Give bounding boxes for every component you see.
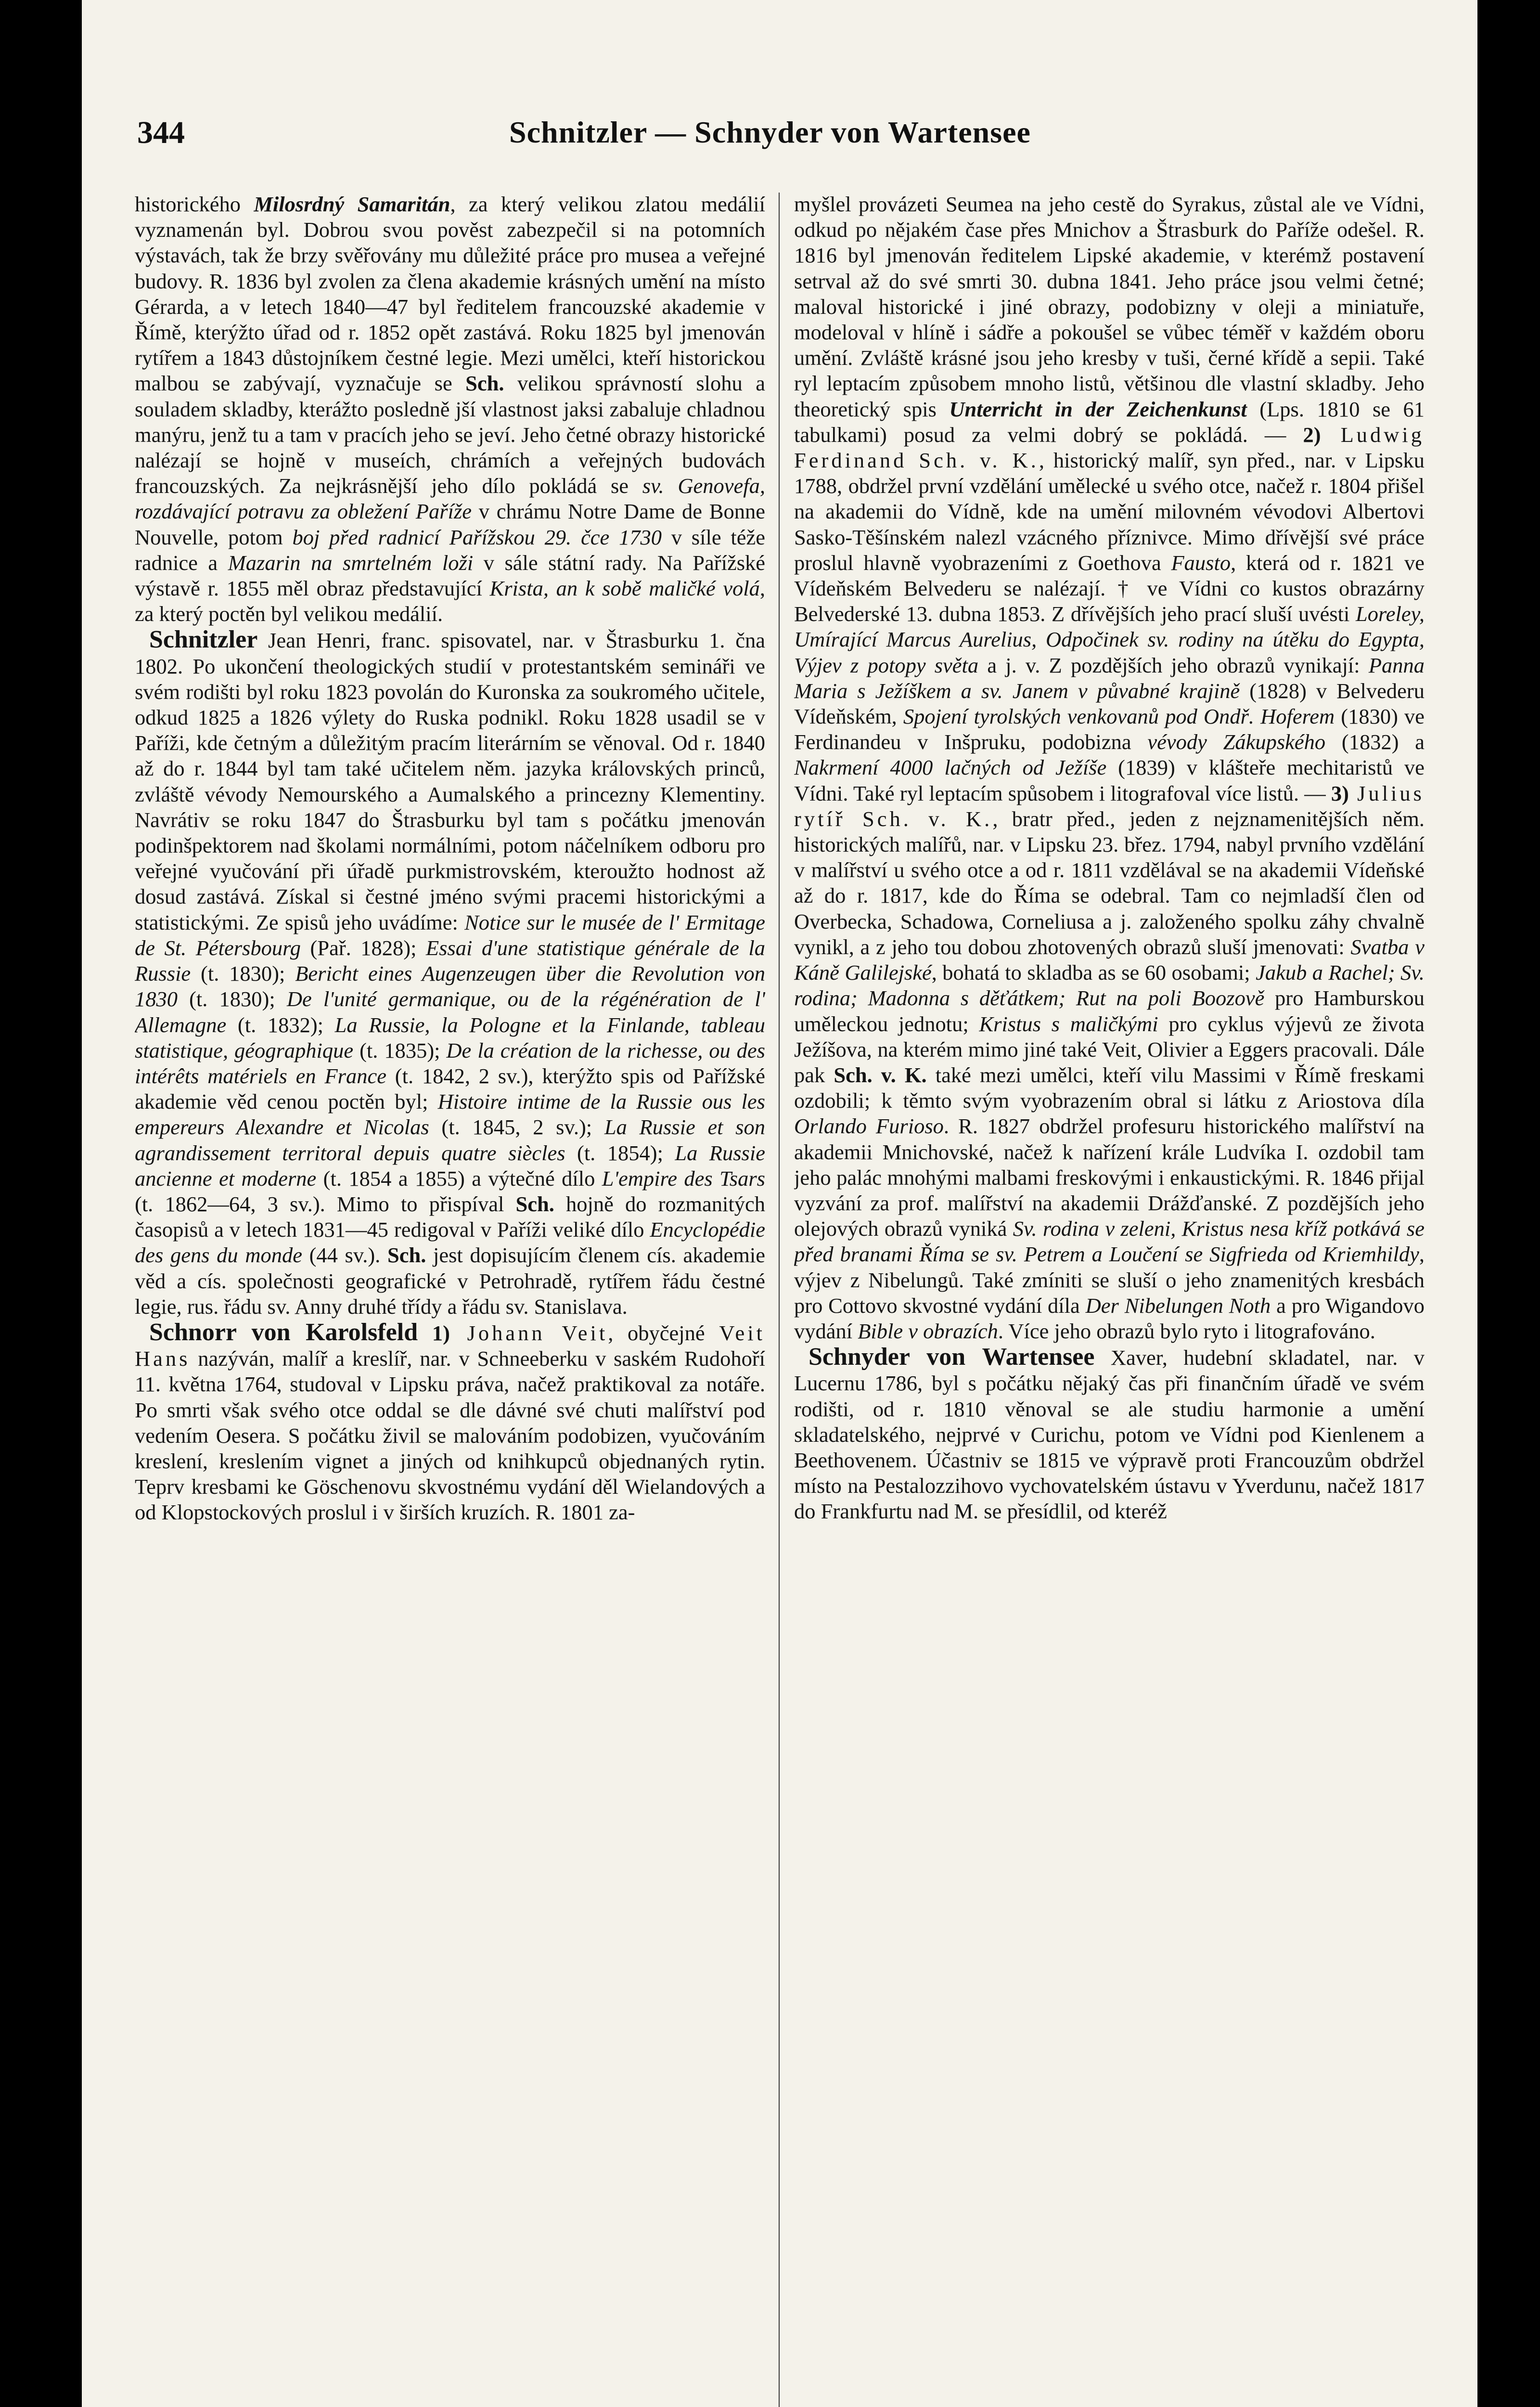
page-number: 344 <box>137 115 185 150</box>
entry-schnyder-von-wartensee: Schnyder von Wartensee Xaver, hudební skladatel, nar. v Lucernu 1786, byl s počátku nějaký čas při finančním úřadě ve svém rodišti, od r. 1810 věnoval se ale studiu harmonie a umění skladatelského, nejprvé v Curichu, potom ve Vídni pod Kienlenem a Beethovenem. Účastniv se 1815 ve výpravě proti Francouzům obdržel místo na Pestalozzihovo vychovatelském ústavu v Yverdunu, načež 1817 do Frankfurtu nad M. se přesídlil, od kteréž <box>794 1343 1424 1524</box>
running-title: Schnitzler — Schnyder von Wartensee <box>509 115 1031 149</box>
page-header <box>137 115 1403 158</box>
entry-schnitzler: Schnitzler Jean Henri, franc. spisovatel, nar. v Štrasburku 1. čna 1802. Po ukončení theologických studií v protestantském semináři ve svém rodišti byl roku 1823 povolán do Kuronska za soukromého učitele, odkud 1825 a 1826 výlety do Ruska podnikl. Roku 1828 usadil se v Paříži, kde četným a důležitým pracím literárním se věnoval. Od r. 1840 až do r. 1844 byl tam také učitelem něm. jazyka královských princů, zvláště vévody Nemourského a Aumalského a princezny Klementiny. Navrátiv se roku 1847 do Štrasburku byl tam s počátku jmenován podinšpektorem nad školami normálními, potom náčelníkem odboru pro veřejné vyučování při úřadě purkmistrovském, kteroužto hodnost až dosud zastává. Získal si čestné jméno svými pracemi historickými a statistickými. Ze spisů jeho uvádíme: Notice sur le musée de l' Ermitage de St. Pétersbourg (Pař. 1828); Essai d'une statistique générale de la Russie (t. 1830); Bericht eines Augenzeugen über die Revolution von 1830 (t. 1830); De l'unité germanique, ou de la régénération de l' Allemagne (t. 1832); La Russie, la Pologne et la Finlande, tableau statistique, géographique (t. 1835); De la création de la richesse, ou des intérêts matériels en France (t. 1842, 2 sv.), kterýžto spis od Pařížské akademie věd cenou poctěn byl; Histoire intime de la Russie ous les empereurs Alexandre et Nicolas (t. 1845, 2 sv.); La Russie et son agrandissement territoral depuis quatre siècles (t. 1854); La Russie ancienne et moderne (t. 1854 a 1855) a výtečné dílo L'empire des Tsars (t. 1862—64, 3 sv.). Mimo to přispíval Sch. hojně do rozmanitých časopisů a v letech 1831—45 redigoval v Paříži veliké dílo Encyclopédie des gens du monde (44 sv.). Sch. jest dopisujícím členem cís. akademie věd a cís. společnosti geografické v Petrohradě, rytířem řádu čestné legie, rus. řádu sv. Anny druhé třídy a řádu sv. Stanislava. <box>135 626 765 1319</box>
book-page <box>82 0 1477 2407</box>
headword: Schnitzler <box>149 626 258 654</box>
headword: Schnyder von Wartensee <box>808 1343 1095 1371</box>
left-column <box>135 192 765 2407</box>
column-divider <box>779 193 780 2407</box>
entry-schnorr-von-karolsfeld: Schnorr von Karolsfeld 1) Johann Veit, obyčejné Veit Hans nazýván, malíř a kreslíř, nar. v Schneeberku v saském Rudohoří 11. května 1764, studoval v Lipsku práva, načež praktikoval za notáře. Po smrti však svého otce oddal se dle dávné své chuti malířství pod vedením Oesera. S počátku živil se malováním podobizen, vyučováním kreslení, kreslením vignet a jiných od knihkupců objednaných rytin. Teprv kresbami ke Göschenovu skvostnému vydání děl Wielandových a od Klopstockových proslul i v širších kruzích. R. 1801 za- <box>135 1318 765 1525</box>
right-column <box>794 192 1424 2407</box>
paragraph-schnorr-continuation: myšlel provázeti Seumea na jeho cestě do Syrakus, zůstal ale ve Vídni, odkud po nějakém čase přes Mnichov a Štrasburk do Paříže odešel. R. 1816 byl jmenován ředitelem Lipské akademie, v kterémž postavení setrval až do své smrti 30. dubna 1841. Jeho práce jsou velmi četné; maloval historické i jiné obrazy, podobizny v oleji a miniatuře, modeloval v hlíně i sádře a pokoušel se vůbec téměř v každém oboru umění. Zvláště krásné jsou jeho kresby v tuši, černé křídě a sepii. Také ryl leptacím způsobem mnoho listů, většinou dle vlastní skladby. Jeho theoretický spis Unterricht in der Zeichenkunst (Lps. 1810 se 61 tabulkami) posud za velmi dobrý se pokládá. — 2) Ludwig Ferdinand Sch. v. K., historický malíř, syn před., nar. v Lipsku 1788, obdržel první vzdělání umělecké u svého otce, načež r. 1804 přišel na akademii do Vídně, kde na umění milovném vévodovi Albertovi Sasko-Těšínském nalezl vzácného příznivce. Mimo dřívější své práce proslul hlavně vyobrazeními z Goethova Fausto, která od r. 1821 ve Vídeňském Belvederu se nalézají. † ve Vídni co kustos obrazárny Belvederské 13. dubna 1853. Z dřívějších jeho prací sluší uvésti Loreley, Umírající Marcus Aurelius, Odpočinek sv. rodiny na útěku do Egypta, Výjev z potopy světa a j. v. Z pozdějších jeho obrazů vynikají: Panna Maria s Ježíškem a sv. Janem v půvabné krajině (1828) v Belvederu Vídeňském, Spojení tyrolských venkovanů pod Ondř. Hoferem (1830) ve Ferdinandeu v Inšpruku, podobizna vévody Zákupského (1832) a Nakrmení 4000 lačných od Ježíše (1839) v klášteře mechitaristů ve Vídni. Také ryl leptacím spůsobem i litografoval více listů. — 3) Julius rytíř Sch. v. K., bratr před., jeden z nejznamenitějších něm. historických malířů, nar. v Lipsku 23. břez. 1794, nabyl prvního vzdělání v malířství u svého otce a od r. 1811 vzdělával se na akademii Vídeňské až do r. 1817, kde do Říma se odebral. Tam co nejmladší člen od Overbecka, Schadowa, Corneliusa a j. založeného spolku záhy chvalně vynikl, a z jeho tou dobou zhotovených obrazů sluší jmenovati: Svatba v Káně Galilejské, bohatá to skladba as se 60 osobami; Jakub a Rachel; Sv. rodina; Madonna s děťátkem; Rut na poli Boozově pro Hamburskou uměleckou jednotu; Kristus s maličkými pro cyklus výjevů ze života Ježíšova, na kterém mimo jiné také Veit, Olivier a Eggers pracovali. Dále pak Sch. v. K. také mezi umělci, kteří vilu Massimi v Římě freskami ozdobili; k těmto svým vyobrazením obral si látku z Ariostova díla Orlando Furioso. R. 1827 obdržel profesuru historického malířství na akademii Mnichovské, načež k nařízení krále Ludvíka I. ozdobil tam jeho palác mnohými malbami freskovými i enkaustickými. R. 1846 přijal vyzvání za prof. malířství na akademii Drážďanské. Z pozdějších jeho olejových obrazů vyniká Sv. rodina v zeleni, Kristus nesa kříž potkává se před branami Říma se sv. Petrem a Loučení se Sigfrieda od Kriemhildy, výjev z Nibelungů. Také zmíniti se sluší o jeho znamenitých kresbách pro Cottovo skvostné vydání díla Der Nibelungen Noth a pro Wigandovo vydání Bible v obrazích. Více jeho obrazů bylo ryto i litografováno. <box>794 192 1424 1343</box>
headword: Schnorr von Karolsfeld <box>149 1318 418 1346</box>
paragraph-ingres-continuation: historického Milosrdný Samaritán, za který velikou zlatou medálií vyznamenán byl. Dobrou svou pověst zabezpečil si na potomních výstavách, tak že brzy svěřovány mu důležité práce pro musea a veřejné budovy. R. 1836 byl zvolen za člena akademie krásných umění na místo Gérarda, a v letech 1840—47 byl ředitelem francouzské akademie v Římě, kterýžto úřad od r. 1852 opět zastává. Roku 1825 byl jmenován rytířem a 1843 důstojníkem čestné legie. Mezi umělci, kteří historickou malbou se zabývají, vyznačuje se Sch. velikou správností slohu a souladem skladby, kterážto posledně jší vlastnost jaksi zabaluje chladnou manýru, jenž tu a tam v pracích jeho se jeví. Jeho četné obrazy historické nalézají se hojně v museích, chrámích a veřejných budovách francouzských. Za nejkrásnější jeho dílo pokládá se sv. Genovefa, rozdávající potravu za obležení Paříže v chrámu Notre Dame de Bonne Nouvelle, potom boj před radnicí Pařížskou 29. čce 1730 v síle téže radnice a Mazarin na smrtelném loži v sále státní rady. Na Pařížské výstavě r. 1855 měl obraz představující Krista, an k sobě maličké volá, za který poctěn byl velikou medálií. <box>135 192 765 626</box>
